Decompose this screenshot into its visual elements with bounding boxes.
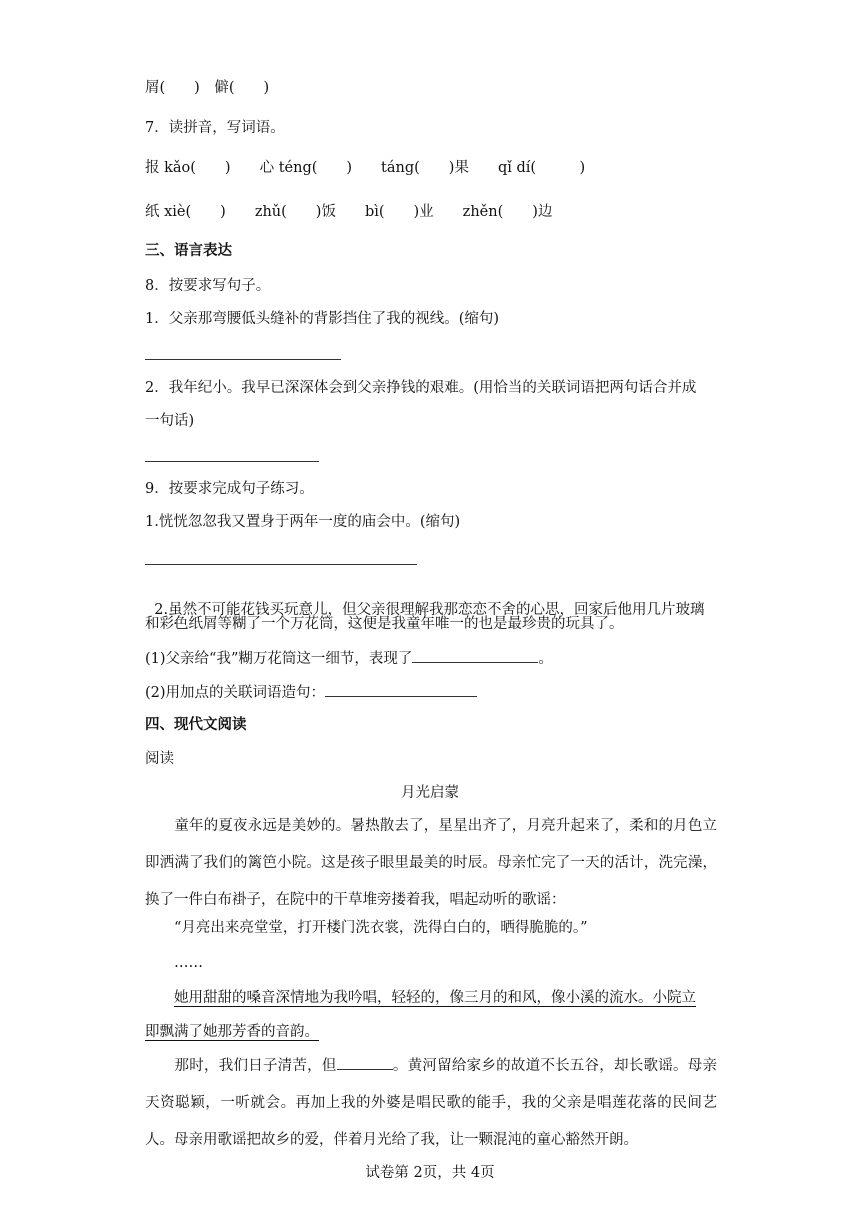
question-9-1: 1.恍恍忽忽我又置身于两年一度的庙会中。(缩句): [145, 514, 461, 530]
article-paragraph-1: 童年的夏夜永远是美妙的。暑热散去了，星星出齐了，月亮升起来了，柔和的月色立即洒满了我们的篱笆小院。这是孩子眼里最美的时辰。母亲忙完了一天的活计，洗完澡，换了一件白布褂子，在院中的干草堆旁搂着我，唱起动听的歌谣：: [145, 818, 717, 908]
question-9-2-line-b: 和彩色纸屑等糊了一个万花筒，这便是我童年唯一的也是最珍贵的玩具了。: [145, 616, 624, 632]
answer-blank-8-2[interactable]: [145, 461, 319, 462]
answer-blank-9-1[interactable]: [145, 564, 417, 565]
q9-2-mid: 然不可能花钱买玩意儿，: [182, 602, 343, 618]
para3-start: 那时，我们日子清苦，但: [145, 1058, 337, 1074]
dotted-char-sui: 虽: [168, 602, 183, 618]
question-9: 9．按要求完成句子练习。: [145, 481, 314, 497]
underlined-sentence-line-b: 即飘满了她那芳香的音韵。: [145, 1024, 319, 1040]
question-8-2-line-a: 2．我年纪小。我早已深深体会到父亲挣钱的艰难。(用恰当的关联词语把两句话合并成: [145, 380, 697, 396]
question-9-2-1: [145, 648, 553, 670]
pinyin-row-2: 纸 xiè( ) zhǔ( )饭 bì( )业 zhěn( )边: [145, 204, 553, 220]
read-label: 阅读: [145, 751, 174, 767]
underlined-sentence-line-a: 她用甜甜的嗓音深情地为我吟唱，轻轻的，像三月的和风，像小溪的流水。小院立: [174, 990, 696, 1006]
q9-2-prefix: 2.: [154, 602, 169, 618]
question-7: 7．读拼音，写词语。: [145, 120, 285, 136]
section-3-heading: 三、语言表达: [145, 243, 232, 259]
q9-2-2-text: (2)用加点的关联词语造句：: [145, 685, 326, 701]
pinyin-row-1: 报 kǎo( ) 心 téng( ) táng( )果 qǐ dí( ): [145, 160, 586, 176]
answer-blank-para3[interactable]: [337, 1055, 393, 1070]
question-8-2-line-b: 一句话): [145, 413, 195, 429]
para3-rest: 。黄河留给家乡的故道不长五谷，却长歌谣。母亲天资聪颖，一听就会。再加上我的外婆是唱民歌的能手，我的父亲是唱莲花落的民间艺人。母亲用歌谣把故乡的爱，伴着月光给了我，让一颗混沌的童心豁然开朗。: [145, 1058, 717, 1148]
dotted-char-dan: 但: [342, 602, 357, 618]
question-9-2-2: [145, 682, 477, 704]
page-footer: 试卷第 2页，共 4页: [365, 1165, 495, 1181]
question-8-1: 1．父亲那弯腰低头缝补的背影挡住了我的视线。(缩句): [145, 311, 500, 327]
article-paragraph-3: [145, 1048, 717, 1159]
answer-blank-9-2-2[interactable]: [325, 682, 477, 697]
article-title: 月光启蒙: [401, 785, 459, 801]
article-ellipsis: ……: [145, 955, 203, 971]
answer-blank-9-2-1[interactable]: [412, 648, 538, 663]
text-line-1: 屑( ) 僻( ): [145, 80, 270, 96]
answer-blank-8-1[interactable]: [145, 359, 341, 360]
question-8: 8．按要求写句子。: [145, 278, 271, 294]
q9-2-1-end: 。: [538, 651, 553, 667]
q9-2-1-text: (1)父亲给“我”糊万花筒这一细节，表现了: [145, 651, 413, 667]
q9-2-post: 父亲很理解我那恋恋不舍的心思，回家后他用几片玻璃: [356, 602, 705, 618]
section-4-heading: 四、现代文阅读: [145, 717, 247, 733]
article-quote: “月亮出来亮堂堂，打开楼门洗衣裳，洗得白白的，晒得脆脆的。”: [145, 920, 588, 936]
